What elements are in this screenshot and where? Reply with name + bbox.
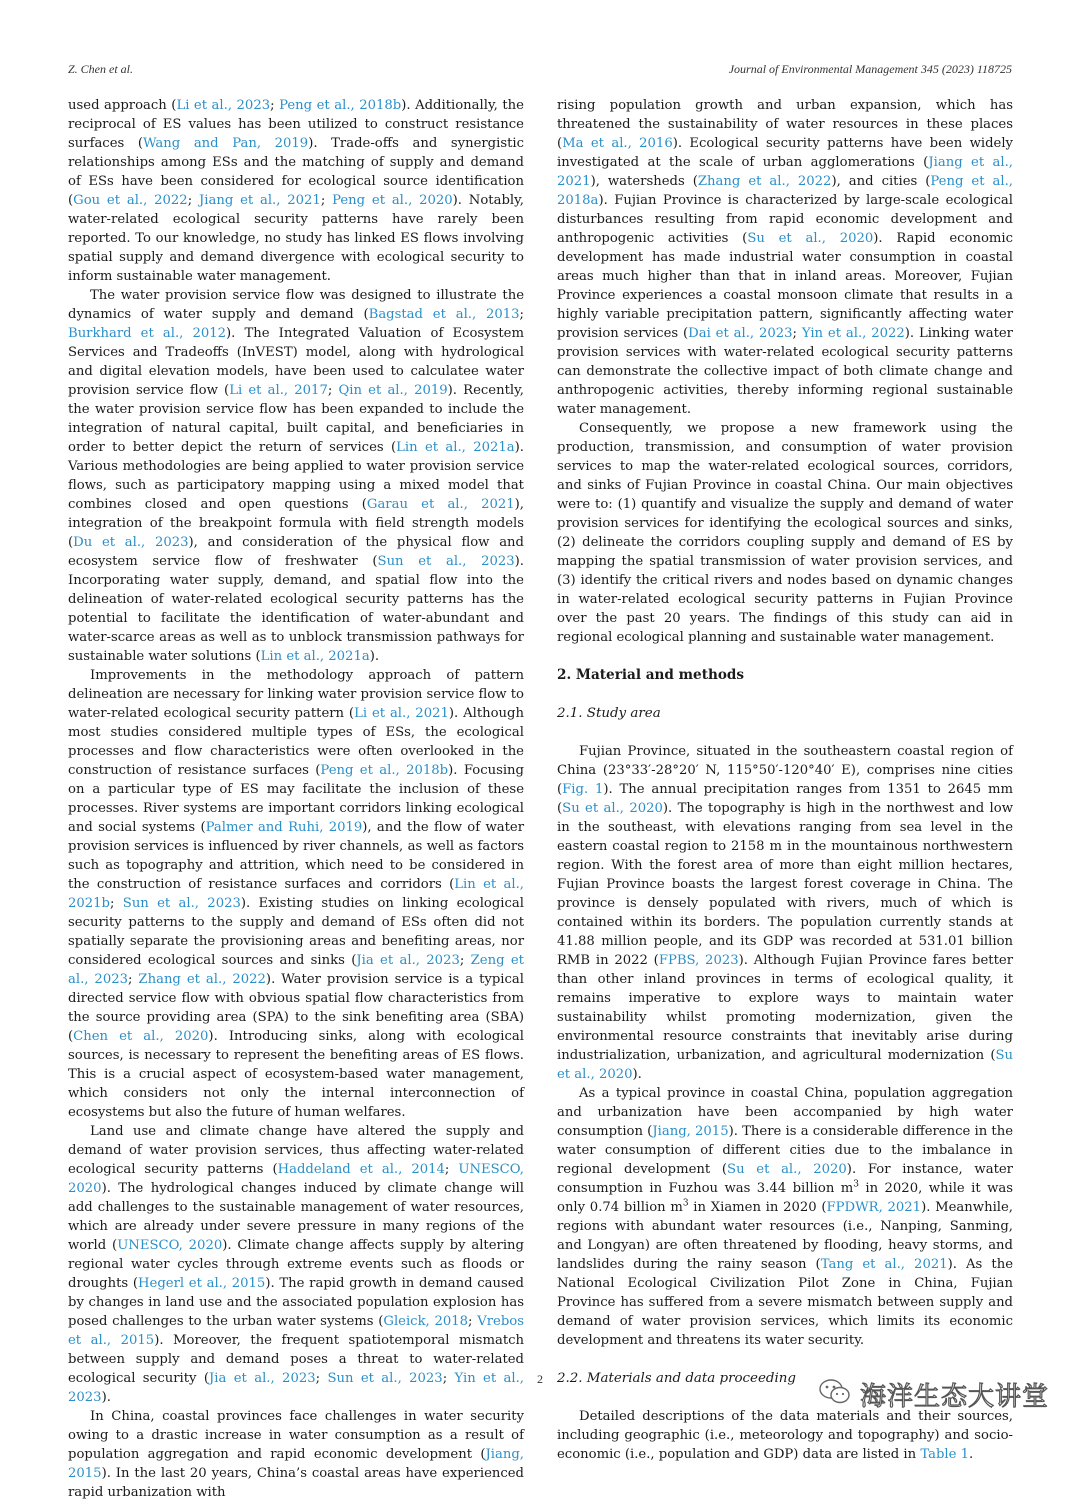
citation-link[interactable]: Lin et al., 2021a (396, 440, 515, 455)
citation-link[interactable]: Jiang et al., 2021 (557, 155, 1013, 189)
citation-link[interactable]: FPDWR, 2021 (826, 1200, 922, 1215)
citation-link[interactable]: Lin et al., 2021b (68, 877, 524, 911)
citation-link[interactable]: Du et al., 2023 (73, 535, 189, 550)
citation-link[interactable]: UNESCO, 2020 (68, 1162, 524, 1196)
citation-link[interactable]: Zhang et al., 2022 (697, 174, 832, 189)
paragraph: Land use and climate change have altered the supply and demand of water provision services, thus affecting water-related ecological security patterns (Haddeland et al., 2014; UNESCO, 2020). The hydrological changes induced by climate change will add challenges to the sustainable management of water resources, which are already under severe pressure in many regions of the world (UNESCO, 2020). Climate change affects supply by altering regional water cycles through extreme events such as floods or droughts (Hegerl et al., 2015). The rapid growth in demand caused by changes in land use and the associated population explosion has posed challenges to the urban water systems (Gleick, 2018; Vrebos et al., 2015). Moreover, the frequent spatiotemporal mismatch between supply and demand poses a threat to water-related ecological security (Jia et al., 2023; Sun et al., 2023; Yin et al., 2023). (68, 1124, 524, 1405)
paragraph: Consequently, we propose a new framework using the production, transmission, and consumption of water provision services to map the water-related ecological sources, corridors, and sinks of Fujian Province in coastal China. Our main objectives were to: (1) quantify and visualize the supply and demand of water provision services for identifying the ecological sources and sinks, (2) delineate the corridors coupling supply and demand of ES by mapping the spatial transmission of water provision services, and (3) identify the critical rivers and nodes based on dynamic changes in water-related ecological security patterns in Fujian Province over the past 20 years. The findings of this study can aid in regional ecological planning and sustainable water management. (557, 421, 1013, 645)
citation-link[interactable]: Qin et al., 2019 (338, 383, 448, 398)
citation-link[interactable]: FPBS, 2023 (658, 953, 739, 968)
citation-link[interactable]: Jia et al., 2023 (209, 1371, 316, 1386)
citation-link[interactable]: Wang and Pan, 2019 (143, 136, 309, 151)
running-header (68, 62, 1012, 82)
citation-link[interactable]: Table 1 (920, 1447, 969, 1462)
watermark (818, 1376, 1049, 1412)
citation-link[interactable]: Yin et al., 2022 (801, 326, 905, 341)
citation-link[interactable]: Dai et al., 2023 (688, 326, 793, 341)
paragraph: rising population growth and urban expansion, which has threatened the sustainability of water resources in these places (Ma et al., 2016). Ecological security patterns have been widely investigated at the scale of urban agglomerations (Jiang et al., 2021), watersheds (Zhang et al., 2022), and cities (Peng et al., 2018a). Fujian Province is characterized by large-scale ecological disturbances resulting from rapid economic development and anthropogenic activities (Su et al., 2020). Rapid economic development has made industrial water consumption in coastal areas much higher than that in inland areas. Moreover, Fujian Province experiences a coastal monsoon climate that results in a highly variable precipitation pattern, significantly affecting water provision services (Dai et al., 2023; Yin et al., 2022). Linking water provision services with water-related ecological security patterns can demonstrate the collective impact of both climate change and anthropogenic activities, thereby informing regional sustainable water management. (557, 98, 1013, 417)
citation-link[interactable]: Jiang, 2015 (68, 1447, 524, 1481)
citation-link[interactable]: Li et al., 2023 (176, 98, 271, 113)
citation-link[interactable]: Chen et al., 2020 (73, 1029, 209, 1044)
superscript: 3 (853, 1179, 859, 1190)
citation-link[interactable]: Sun et al., 2023 (327, 1371, 443, 1386)
paragraph: Fujian Province, situated in the southeastern coastal region of China (23°33′-28°20′ N, 115°50′-120°40′ E), comprises nine cities (Fig. 1). The annual precipitation ranges from 1351 to 2645 mm (Su et al., 2020). The topography is high in the northwest and low in the southeast, with elevations ranging from sea level in the eastern coastal region to 2158 m in the mountainous northwestern region. With the forest area of more than eight million hectares, Fujian Province boasts the largest forest coverage in China. The province is densely populated with rivers, much of which is contained within its borders. The population currently stands at 41.88 million people, and its GDP was recorded at 531.01 billion RMB in 2022 (FPBS, 2023). Although Fujian Province fares better than other inland provinces in terms of ecological quality, it remains imperative to explore ways to maintain water sustainability whilst promoting modernization, given the environmental resource constraints that inevitably arise during industrialization, urbanization, and agricultural modernization (Su et al., 2020). (557, 744, 1013, 1082)
citation-link[interactable]: Garau et al., 2021 (366, 497, 515, 512)
paragraph: As a typical province in coastal China, population aggregation and urbanization have been accompanied by high water consumption (Jiang, 2015). There is a considerable difference in the water consumption of different cities due to the imbalance in regional development (Su et al., 2020). For instance, water consumption in Fuzhou was 3.44 billion $m^3$ in 2020, while it was only 0.74 billion $m^3$ in Xiamen in 2020 (FPDWR, 2021). Meanwhile, regions with abundant water resources (i.e., Nanping, Sanming, and Longyan) are often threatened by flooding, heavy storms, and landslides during the rainy season (Tang et al., 2021). As the National Ecological Civilization Pilot Zone in China, Fujian Province has suffered from a severe mismatch between supply and demand of water provision services, which limits its economic development and threatens its water security. (557, 1086, 1013, 1348)
citation-link[interactable]: Haddeland et al., 2014 (277, 1162, 445, 1177)
citation-link[interactable]: UNESCO, 2020 (117, 1238, 223, 1253)
citation-link[interactable]: Lin et al., 2021a (260, 649, 370, 664)
citation-link[interactable]: Peng et al., 2018b (279, 98, 402, 113)
subsection-heading: 2.2. Materials and data proceeding (557, 1371, 796, 1386)
citation-link[interactable]: Fig. 1 (562, 782, 604, 797)
citation-link[interactable]: Tang et al., 2021 (820, 1257, 948, 1272)
citation-link[interactable]: Vrebos et al., 2015 (68, 1314, 524, 1348)
citation-link[interactable]: Ma et al., 2016 (562, 136, 673, 151)
citation-link[interactable]: Sun et al., 2023 (377, 554, 515, 569)
citation-link[interactable]: Zhang et al., 2022 (138, 972, 266, 987)
paragraph: In China, coastal provinces face challenges in water security owing to a drastic increase in water consumption as a result of population aggregation and rapid economic development (Jiang, 2015). In the last 20 years, China’s coastal areas have experienced rapid urbanization with (68, 1409, 524, 1500)
paragraph: Detailed descriptions of the data materials and their sources, including geographic (i.e., meteorology and topography) and socio-economic (i.e., population and GDP) data are listed in Table 1. (557, 1409, 1013, 1462)
citation-link[interactable]: Bagstad et al., 2013 (368, 307, 520, 322)
citation-link[interactable]: Gleick, 2018 (383, 1314, 469, 1329)
citation-link[interactable]: Hegerl et al., 2015 (138, 1276, 266, 1291)
citation-link[interactable]: Sun et al., 2023 (122, 896, 241, 911)
citation-link[interactable]: Burkhard et al., 2012 (68, 326, 227, 341)
citation-link[interactable]: Palmer and Ruhi, 2019 (205, 820, 363, 835)
paragraph: used approach (Li et al., 2023; Peng et al., 2018b). Additionally, the reciprocal of ES values has been utilized to construct resistance surfaces (Wang and Pan, 2019). Trade-offs and synergistic relationships among ESs and the matching of supply and demand of ESs have been considered for ecological source identification (Gou et al., 2022; Jiang et al., 2021; Peng et al., 2020). Notably, water-related ecological security patterns have rarely been reported. To our knowledge, no study has linked ES flows involving spatial supply and demand divergence with ecological security to inform sustainable water management. (68, 98, 525, 284)
citation-link[interactable]: Peng et al., 2020 (332, 193, 453, 208)
paragraph: Improvements in the methodology approach of pattern delineation are necessary for linking water provision service flow to water-related ecological security pattern (Li et al., 2021). Although most studies considered multiple types of ESs, the ecological processes and flow characteristics were often overlooked in the construction of resistance surfaces (Peng et al., 2018b). Focusing on a particular type of ES may facilitate the inclusion of these processes. River systems are important corridors linking ecological and social systems (Palmer and Ruhi, 2019), and the flow of water provision services is influenced by river channels, as well as factors such as topography and attrition, which need to be considered in the construction of resistance surfaces and corridors (Lin et al., 2021b; Sun et al., 2023). Existing studies on linking ecological security patterns to the supply and demand of ESs often did not spatially separate the provisioning areas and benefiting areas, nor considered ecological sources and sinks (Jia et al., 2023; Zeng et al., 2023; Zhang et al., 2022). Water provision service is a typical directed service flow with obvious spatial flow characteristics from the source providing area (SPA) to the sink benefiting area (SBA) (Chen et al., 2020). Introducing sinks, along with ecological sources, is necessary to represent the benefiting areas of ES flows. This is a crucial aspect of ecosystem-based water management, which considers not only the internal interconnection of ecosystems but also the future of human welfares. (68, 668, 525, 1120)
citation-link[interactable]: Peng et al., 2018a (557, 174, 1013, 208)
citation-link[interactable]: Li et al., 2021 (354, 706, 449, 721)
citation-link[interactable]: Li et al., 2017 (229, 383, 328, 398)
citation-link[interactable]: Jiang et al., 2021 (198, 193, 321, 208)
citation-link[interactable]: Jiang, 2015 (652, 1124, 729, 1139)
header-journal: Journal of Environmental Management 345 (2023) 118725 (728, 62, 1012, 76)
citation-link[interactable]: Jia et al., 2023 (356, 953, 460, 968)
section-heading: 2. Material and methods (557, 667, 745, 683)
superscript: 3 (682, 1198, 689, 1209)
header-author: Z. Chen et al. (68, 62, 133, 76)
citation-link[interactable]: Gou et al., 2022 (73, 193, 188, 208)
citation-link[interactable]: Yin et al., 2023 (68, 1371, 524, 1405)
citation-link[interactable]: Su et al., 2020 (747, 231, 874, 246)
subsection-heading: 2.1. Study area (557, 706, 661, 721)
paragraph: The water provision service flow was designed to illustrate the dynamics of water supply and demand (Bagstad et al., 2013; Burkhard et al., 2012). The Integrated Valuation of Ecosystem Services and Tradeoffs (InVEST) model, along with hydrological and digital elevation models, have been used to calculatee water provision service flow (Li et al., 2017; Qin et al., 2019). Recently, the water provision service flow has been expanded to include the integration of natural capital, built capital, and beneficiaries in order to better depict the return of services (Lin et al., 2021a). Various methodologies are being applied to water provision service flows, such as participatory mapping using a mixed model that combines closed and open questions (Garau et al., 2021), integration of the breakpoint formula with field strength models (Du et al., 2023), and consideration of the physical flow and ecosystem service flow of freshwater (Sun et al., 2023). Incorporating water supply, demand, and spatial flow into the delineation of water-related ecological security patterns has the potential to facilitate the identification of water-abundant and water-scarce areas as well as to unblock transmission pathways for sustainable water solutions (Lin et al., 2021a). (68, 288, 524, 664)
citation-link[interactable]: Su et al., 2020 (562, 801, 663, 816)
left-column (68, 96, 524, 1502)
citation-link[interactable]: Zeng et al., 2023 (68, 953, 524, 987)
page-number: 2 (537, 1372, 543, 1386)
right-column (557, 96, 1013, 1464)
wechat-icon (818, 1377, 852, 1411)
citation-link[interactable]: Su et al., 2020 (557, 1048, 1013, 1082)
citation-link[interactable]: Su et al., 2020 (727, 1162, 847, 1177)
watermark-text: 海洋生态大讲堂 (860, 1381, 1050, 1412)
citation-link[interactable]: Peng et al., 2018b (320, 763, 449, 778)
